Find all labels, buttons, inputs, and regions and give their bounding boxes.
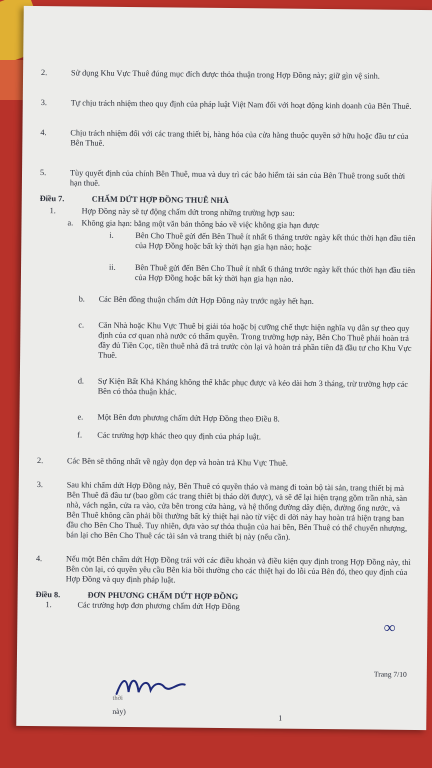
handwritten-initials: ∞ <box>383 619 396 637</box>
article-label: Điều 8. <box>35 590 61 600</box>
subclause-text: Không gia hạn: bằng một văn bản thông báo về việc không gia hạn được <box>81 218 320 230</box>
item-number: 3. <box>40 98 47 108</box>
subclause-text: Các trường hợp khác theo quy định của pháp luật. <box>97 430 261 442</box>
article-6-item <box>41 98 419 112</box>
subclause <box>39 294 417 308</box>
page-mark: 1 <box>278 713 283 723</box>
item-number: 5. <box>39 168 47 178</box>
article-title: CHẤM DỨT HỢP ĐỒNG THUÊ NHÀ <box>91 194 229 206</box>
clause-text: Các trường hợp đơn phương chấm dứt Hợp Đồng <box>77 600 240 612</box>
clause-number: 4. <box>35 554 43 564</box>
clause <box>36 554 414 588</box>
clause-number: 1. <box>45 600 52 610</box>
subclause-letter: b. <box>78 294 85 304</box>
underlying-page-text: này) <box>112 706 126 716</box>
article-label: Điều 7. <box>39 194 65 204</box>
article-title: ĐƠN PHƯƠNG CHẤM DỨT HỢP ĐỒNG <box>87 590 239 602</box>
item-text: Chịu trách nhiệm đối với các trang thiết bị, hàng hóa của cửa hàng thuộc quyền sở hữu hoặc đầu tư của Bên Thuê. <box>70 128 409 148</box>
clause <box>37 456 415 470</box>
page-number: Trang 7/10 <box>373 669 407 679</box>
article-6-item <box>40 128 418 152</box>
subclause-letter: a. <box>67 218 74 228</box>
subclause <box>38 376 416 400</box>
subclause <box>37 430 415 444</box>
item-text: Tùy quyết định của chính Bên Thuê, mua và duy trì các bảo hiểm tài sản của Bên Thuê trong suốt thời hạn thuê. <box>69 168 406 188</box>
clause-text: Các Bên sẽ thống nhất về ngày dọn dẹp và hoàn trả Khu Vực Thuê. <box>66 456 288 468</box>
subclause-text: Các Bên đồng thuận chấm dứt Hợp Đồng này trước ngày hết hạn. <box>98 294 314 306</box>
subclause-letter: d. <box>77 376 85 386</box>
subclause-text: Sự Kiện Bất Khả Kháng không thể khắc phục được và kéo dài hơn 3 tháng, trừ trường hợp các Bên có thỏa thuận khác. <box>97 376 409 397</box>
underlying-page-text: thời <box>112 694 123 702</box>
subclause-letter: e. <box>77 412 84 422</box>
subclause-roman <box>39 262 417 286</box>
clause-number: 3. <box>36 480 43 490</box>
subclause-letter: c. <box>78 320 85 330</box>
clause-number: 1. <box>49 206 56 216</box>
roman-number: i. <box>109 230 114 240</box>
roman-number: ii. <box>109 262 116 272</box>
subclause-text: Căn Nhà hoặc Khu Vực Thuê bị giải tỏa hoặc bị cưỡng chế thực hiện nghĩa vụ dân sự theo quy định của cơ quan nhà nước có thẩm quyền. Trong trường hợp này, Bên Cho Thuê phải hoàn trả đầy đủ Tiền Cọc, tiền thuê nhà đã trả trước còn lại và hoàn trả phần tiền đã đầu tư cho Khu Vực Thuê. <box>98 320 412 360</box>
clause-text: Sau khi chấm dứt Hợp Đồng này, Bên Thuê có quyền tháo và mang đi toàn bộ tài sản, trang thiết bị mà Bên Thuê đã đầu tư (bao gồm các trang thiết bị tháo dời được), và sẽ để lại hiện trạng gồm trần nhà, sàn nhà, vách ngăn, cửa ra vào, cửa bên trong cửa hàng, và hệ thống đường dây điện, đường ống nước, và Bên Thuê không cần phải bồi thường bất kỳ thiệt hại nào từ việc di dời này hay hoàn trả hiện trạng ban đầu cho Bên Cho Thuê. Tuy nhiên, dựa vào sự thỏa thuận của hai bên, Bên Thuê có thể chuyển nhượng, bán lại cho Bên Cho Thuê các tài sản và trang thiết bị này (nếu cần). <box>66 480 408 542</box>
subclause-letter: f. <box>77 430 83 440</box>
clause-text: Nếu một Bên chấm dứt Hợp Đồng trái với các điều khoản và điều kiện quy định trong Hợp Đồng này, thì Bên còn lại, có quyền yêu cầu Bên kia bồi thường cho các thiệt hại do lỗi của Bên đó, theo quy định của Hợp Đồng và quy định pháp luật. <box>65 554 411 585</box>
clause-text: Hợp Đồng này sẽ tự động chấm dứt trong những trường hợp sau: <box>81 206 295 218</box>
article-6-item <box>40 168 418 192</box>
clause-number: 2. <box>36 456 44 466</box>
item-text: Tự chịu trách nhiệm theo quy định của pháp luật Việt Nam đối với hoạt động kinh doanh của Bên Thuê. <box>70 98 412 111</box>
subclause <box>37 412 415 426</box>
subclause-text: Một Bên đơn phương chấm dứt Hợp Đồng theo Điều 8. <box>97 412 280 424</box>
document-body <box>35 68 419 616</box>
document-page <box>16 6 432 730</box>
roman-text: Bên Thuê gửi đến Bên Cho Thuê ít nhất 6 tháng trước ngày kết thúc thời hạn đầu tiên của Hợp Đồng hoặc bất kỳ thời hạn gia hạn nào. <box>134 263 416 284</box>
roman-text: Bên Cho Thuê gửi đến Bên Thuê ít nhất 6 tháng trước ngày kết thúc thời hạn đầu tiên của Hợp Đồng hoặc bất kỳ thời hạn gia hạn nào; hoặc <box>135 231 416 252</box>
item-text: Sử dụng Khu Vực Thuê đúng mục đích được thỏa thuận trong Hợp Đồng này; giữ gìn vệ sinh. <box>71 68 380 81</box>
item-number: 2. <box>41 68 48 78</box>
subclause <box>38 320 416 364</box>
item-number: 4. <box>40 128 47 138</box>
signature-scribble <box>114 672 194 703</box>
subclause-roman <box>39 230 417 254</box>
clause <box>36 480 415 544</box>
article-6-item <box>41 68 419 82</box>
